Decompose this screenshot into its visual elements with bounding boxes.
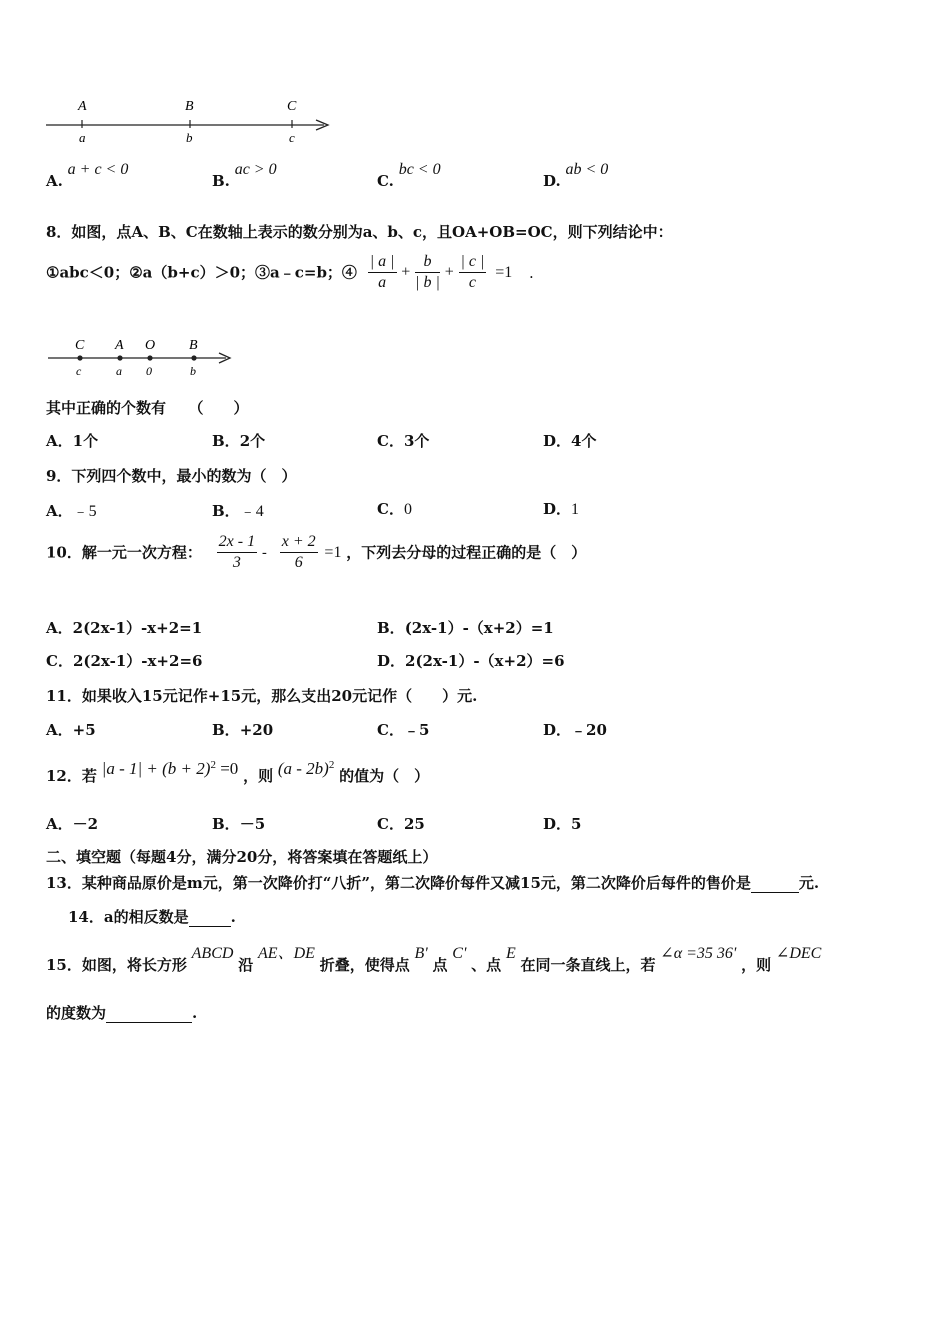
q12-expr1: |a - 1| + (b + 2) [101,759,211,778]
q10-option-c[interactable]: C．2(2x-1）-x+2=6 [46,652,203,670]
label-a: a [116,364,122,378]
q9-stem: 9．下列四个数中，最小的数为（ ） [46,467,297,485]
q7-option-a[interactable] [46,160,129,190]
q14-answer-blank[interactable] [189,908,231,927]
q8-fraction-c: $\frac{| c |}{c}$ [460,253,485,291]
q8-option-c[interactable]: C．3个 [377,432,430,450]
q8-question: 其中正确的个数有 （ ） [46,399,249,417]
q8-fraction-b: $\frac{b}{| b |}$ [415,253,440,291]
q15-answer-blank[interactable] [106,1004,192,1023]
q12-expr2: (a - 2b) [277,759,329,778]
option-letter: D. [543,172,561,190]
q11-option-c[interactable]: C．﹣5 [377,721,430,739]
q15-line2: 的度数为 . [46,1004,198,1022]
option-letter: A. [46,172,63,190]
option-expr: ab < 0 [565,161,609,178]
q8-option-b[interactable]: B．2个 [212,432,266,450]
q10-stem: 10．解一元一次方程： $\frac{2x - 1}{3}$ - $\frac{x + 2}{6}$ =1 ，下列去分母的过程正确的是（ ） [46,533,587,571]
option-expr: bc < 0 [398,161,441,178]
label-A: A [78,99,87,114]
section-heading: 二、填空题（每题4分，满分20分，将答案填在答题纸上） [46,848,438,866]
q10-fraction-2: $\frac{x + 2}{6}$ [281,533,316,571]
q9-option-c[interactable]: C．0 [377,500,412,518]
plus-sign: + [444,263,454,281]
q8-option-a[interactable]: A．1个 [46,432,99,450]
q7-option-d[interactable] [543,160,609,190]
q11-option-a[interactable]: A．+5 [46,721,96,739]
q8-conclusions [46,252,534,293]
q8-fraction-a: $\frac{| a |}{a}$ [369,253,395,291]
q12-option-d[interactable]: D．5 [543,815,582,833]
point-C [77,355,82,360]
number-line-caob [42,334,242,384]
q11-stem: 11．如果收入15元记作+15元，那么支出20元记作（ ）元. [46,687,478,705]
q12-option-a[interactable]: A．－2 [46,815,99,833]
q9-option-b[interactable]: B．﹣4 [212,502,264,520]
equals-one: =1 [495,263,513,281]
q8-option-d[interactable]: D．4个 [543,432,597,450]
label-A: A [115,338,124,353]
label-0: 0 [146,364,152,378]
point-B [191,355,196,360]
label-C: C [287,99,297,114]
q13-answer-blank[interactable] [751,874,799,893]
q7-option-b[interactable] [212,160,277,190]
label-b: b [190,364,196,378]
option-letter: C. [377,172,394,190]
point-O [147,355,152,360]
q14: 14．a的相反数是 . [68,908,236,926]
q9-option-a[interactable]: A．﹣5 [46,502,97,520]
q11-option-d[interactable]: D．﹣20 [543,721,607,739]
q8-stem: 8．如图，点A、B、C在数轴上表示的数分别为a、b、c，且OA+OB=OC，则下列结论中： [46,223,673,241]
point-A [117,355,122,360]
q10-option-a[interactable]: A．2(2x-1）-x+2=1 [46,619,203,637]
q15: 15．如图，将长方形 ABCD 沿 AE、DE 折叠，使得点 B' 点 C' 、点 E 在同一条直线上，若 ∠α =35 36' ，则 ∠DEC [46,945,822,974]
label-B: B [189,338,198,353]
q12-option-b[interactable]: B．－5 [212,815,266,833]
q12-stem: 12．若 $|a - 1| + (b + 2)^2 =0$ ，则 (a - 2b)$^2$ 的值为（ ） [46,759,430,785]
label-C: C [75,338,85,353]
q11-option-b[interactable]: B．+20 [212,721,274,739]
q10-option-b[interactable]: B．(2x-1）-（x+2）=1 [377,619,554,637]
label-a: a [79,130,86,145]
q7-option-c[interactable] [377,160,441,190]
q13: 13．某种商品原价是m元，第一次降价打“八折”，第二次降价每件又减15元，第二次降价后每件的售价是 元. [46,874,820,892]
option-expr: ac > 0 [234,161,277,178]
q12-option-c[interactable]: C．25 [377,815,425,833]
option-expr: a + c < 0 [67,161,129,178]
label-B: B [185,99,194,114]
q8-conclusions-text: ①abc＜0；②a（b+c）＞0；③a﹣c=b；④ [46,263,357,282]
q10-fraction-1: $\frac{2x - 1}{3}$ [218,533,256,571]
label-O: O [145,338,156,353]
label-c: c [76,364,82,378]
number-line-abc [40,92,340,148]
q9-option-d[interactable]: D．1 [543,500,580,518]
plus-sign: + [401,263,411,281]
q10-option-d[interactable]: D．2(2x-1）-（x+2）=6 [377,652,565,670]
period: . [529,263,534,282]
label-c: c [289,130,295,145]
option-letter: B. [212,172,230,190]
label-b: b [186,130,193,145]
